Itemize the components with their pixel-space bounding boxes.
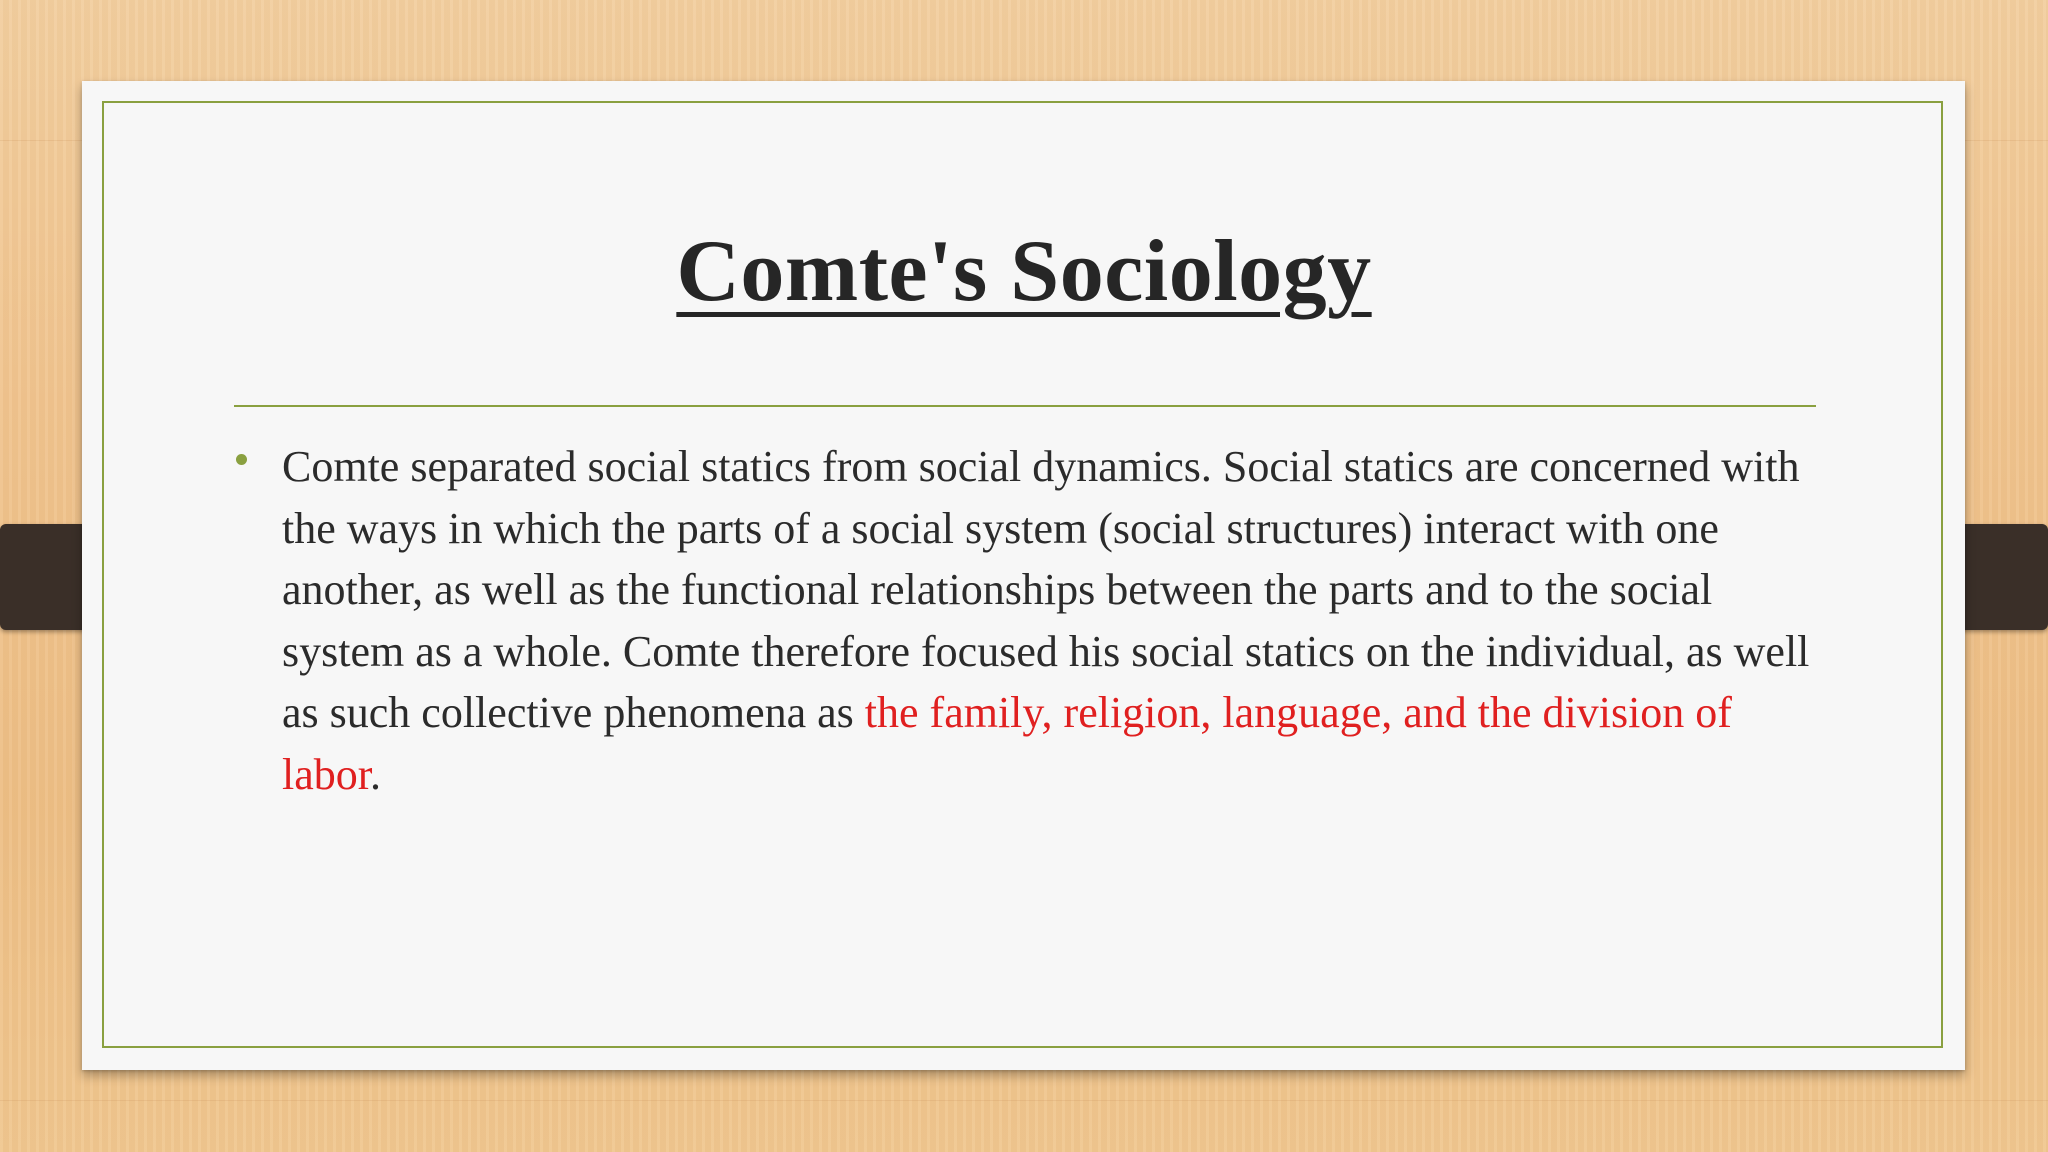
title-divider xyxy=(234,405,1816,407)
slide-title xyxy=(0,222,2048,322)
bullet-highlight-text: the family, religion, language, and the division of labor xyxy=(282,688,1732,799)
bullet-text: Comte separated social statics from social dynamics. Social statics are concerned with the ways in which the parts of a social system (social structures) interact with one another, as well as the functional relationships between the parts and to the social system as a whole. Comte therefore focused his social statics on the individual, as well as such collective phenomena as xyxy=(282,442,1810,737)
bullet-text-end: . xyxy=(369,749,381,799)
wood-grain-line xyxy=(0,1100,2048,1101)
bullet-dot-icon xyxy=(236,454,247,465)
slide-title-text: Comte's Sociology xyxy=(676,223,1372,320)
bullet-paragraph xyxy=(282,436,1822,805)
